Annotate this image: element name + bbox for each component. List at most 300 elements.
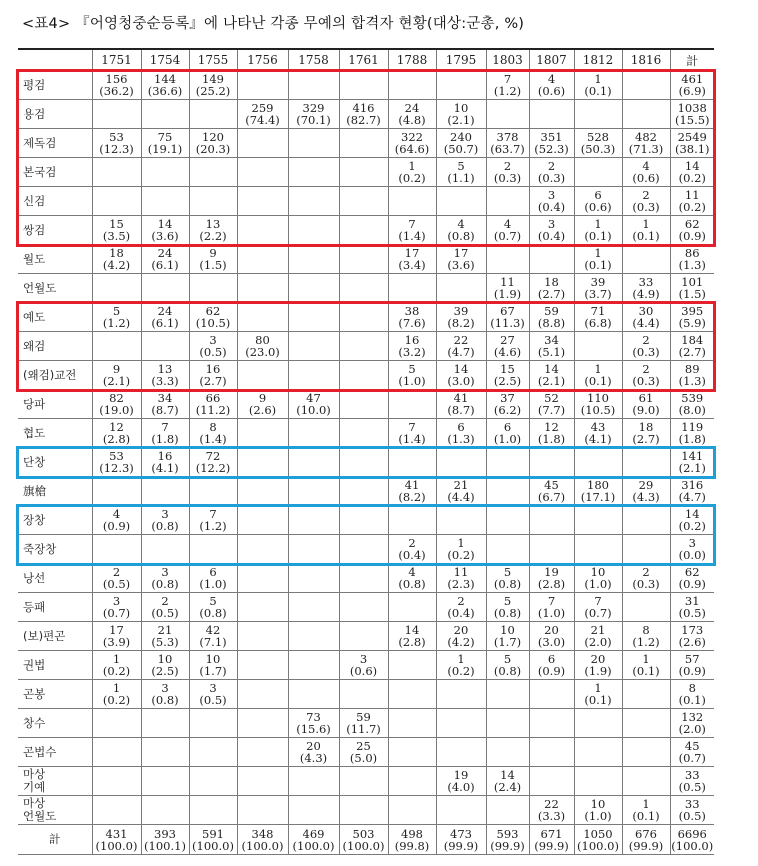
cell-percent: (0.2) (678, 171, 706, 185)
cell-count: 5 (408, 362, 416, 376)
table-cell (670, 129, 714, 158)
row-label: 언월도 (18, 274, 92, 303)
table-cell (141, 303, 189, 332)
cell-percent: (70.1) (296, 113, 331, 127)
table-cell (529, 448, 574, 477)
cell-count: 173 (681, 623, 704, 637)
table-cell (670, 390, 714, 419)
column-header: 1795 (436, 49, 486, 71)
cell-count: 3 (359, 652, 368, 666)
table-cell (622, 419, 670, 448)
cell-count: 72 (205, 449, 221, 463)
cell-percent: (36.6) (147, 84, 183, 98)
cell-percent: (2.1) (102, 374, 131, 388)
cell-percent: (2.3) (447, 577, 475, 591)
table-cell (339, 680, 388, 709)
table-cell (529, 187, 574, 216)
table-cell (436, 825, 486, 855)
cell-percent: (2.1) (537, 374, 566, 388)
cell-percent: (8.7) (447, 403, 475, 417)
data-table (18, 48, 714, 855)
table-cell (436, 564, 486, 593)
table-cell (92, 419, 141, 448)
cell-percent: (2.1) (447, 113, 475, 127)
table-cell (529, 361, 574, 390)
table-row (18, 71, 714, 100)
table-cell (574, 274, 622, 303)
table-cell (189, 390, 237, 419)
cell-percent: (100.0) (241, 838, 284, 853)
cell-percent: (6.1) (151, 258, 179, 272)
table-cell (574, 129, 622, 158)
cell-percent: (6.8) (584, 316, 612, 330)
table-cell (622, 158, 670, 187)
cell-percent: (1.0) (199, 577, 227, 591)
cell-percent: (7.6) (398, 316, 426, 330)
cell-count: 3 (161, 681, 169, 695)
table-cell (622, 361, 670, 390)
table-cell (436, 216, 486, 245)
table-cell (237, 361, 288, 390)
table-cell (92, 651, 141, 680)
table-cell (670, 622, 714, 651)
table-cell (622, 187, 670, 216)
cell-percent: (4.2) (102, 258, 131, 272)
table-row (18, 100, 714, 129)
cell-count: 2 (642, 565, 650, 579)
table-cell (670, 593, 714, 622)
table-cell (189, 477, 237, 506)
cell-percent: (8.2) (447, 316, 475, 330)
table-cell (486, 564, 529, 593)
cell-percent: (1.3) (447, 432, 475, 446)
table-cell (288, 448, 339, 477)
cell-count: 5 (457, 159, 465, 173)
cell-count: 7 (503, 72, 512, 86)
table-cell (339, 593, 388, 622)
table-cell (237, 477, 288, 506)
cell-percent: (0.8) (398, 577, 426, 591)
table-cell (529, 535, 574, 564)
table-cell (288, 506, 339, 535)
table-cell (237, 448, 288, 477)
table-cell (529, 767, 574, 796)
cell-percent: (5.1) (537, 345, 566, 359)
row-label: 용검 (18, 100, 92, 129)
cell-count: 395 (681, 304, 704, 318)
table-cell (622, 622, 670, 651)
table-cell (486, 796, 529, 825)
table-cell (141, 680, 189, 709)
table-cell (486, 419, 529, 448)
cell-percent: (0.7) (584, 606, 612, 620)
table-cell (141, 100, 189, 129)
table-cell (670, 564, 714, 593)
row-label: 마상 언월도 (18, 796, 92, 825)
table-cell (237, 129, 288, 158)
table-cell (436, 187, 486, 216)
cell-count: 141 (681, 449, 704, 463)
cell-percent: (8.7) (151, 403, 179, 417)
table-cell (388, 361, 436, 390)
cell-count: 1038 (677, 101, 707, 115)
cell-count: 4 (642, 159, 650, 173)
cell-count: 62 (205, 304, 221, 318)
table-cell (141, 738, 189, 767)
table-cell (529, 825, 574, 855)
table-cell (388, 274, 436, 303)
cell-count: 18 (109, 246, 124, 260)
cell-percent: (0.5) (678, 809, 706, 823)
cell-count: 8 (688, 681, 696, 695)
table-cell (237, 216, 288, 245)
cell-percent: (0.1) (632, 229, 660, 243)
table-cell (288, 680, 339, 709)
cell-percent: (0.3) (632, 200, 660, 214)
table-cell (486, 71, 529, 100)
table-cell (288, 158, 339, 187)
table-cell (388, 564, 436, 593)
cell-count: 14 (157, 217, 173, 231)
cell-count: 1 (642, 652, 650, 666)
cell-percent: (9.0) (632, 403, 660, 417)
table-cell (574, 361, 622, 390)
cell-count: 2 (112, 565, 121, 579)
table-cell (141, 593, 189, 622)
cell-percent: (0.6) (584, 200, 612, 214)
table-cell (622, 390, 670, 419)
cell-count: 66 (205, 391, 221, 405)
table-cell (237, 709, 288, 738)
table-cell (622, 332, 670, 361)
cell-percent: (6.2) (493, 403, 522, 417)
row-label: 예도 (18, 303, 92, 332)
cell-count: 11 (453, 565, 469, 579)
table-cell (574, 622, 622, 651)
cell-count: 5 (503, 652, 512, 666)
cell-count: 8 (642, 623, 650, 637)
table-title: <표4> 『어영청중순등록』에 나타난 각종 무예의 합격자 현황(대상:군총, %) (22, 16, 525, 32)
cell-percent: (0.5) (151, 606, 179, 620)
table-cell (339, 622, 388, 651)
cell-count: 6 (503, 420, 512, 434)
table-cell (339, 651, 388, 680)
table-cell (339, 506, 388, 535)
table-cell (574, 100, 622, 129)
cell-count: 24 (157, 246, 173, 260)
cell-percent: (0.3) (537, 171, 566, 185)
table-cell (670, 100, 714, 129)
table-row (18, 680, 714, 709)
table-cell (574, 709, 622, 738)
table-cell (622, 274, 670, 303)
table-cell (388, 245, 436, 274)
table-cell (574, 825, 622, 855)
table-cell (92, 71, 141, 100)
table-cell (141, 535, 189, 564)
cell-percent: (12.2) (195, 461, 231, 475)
table-cell (574, 448, 622, 477)
cell-percent: (1.9) (493, 287, 522, 301)
cell-percent: (1.5) (199, 258, 227, 272)
cell-percent: (0.8) (493, 577, 522, 591)
table-cell (189, 303, 237, 332)
cell-percent: (10.5) (195, 316, 231, 330)
cell-count: 57 (684, 652, 700, 666)
cell-percent: (4.0) (447, 780, 475, 794)
table-cell (436, 390, 486, 419)
table-cell (388, 303, 436, 332)
table-cell (622, 303, 670, 332)
table-cell (622, 796, 670, 825)
table-cell (141, 332, 189, 361)
table-cell (622, 680, 670, 709)
table-cell (388, 390, 436, 419)
cell-percent: (0.4) (537, 200, 566, 214)
table-cell (189, 332, 237, 361)
cell-percent: (100.0) (192, 838, 234, 853)
cell-count: 10 (157, 652, 173, 666)
cell-count: 14 (684, 159, 700, 173)
table-cell (288, 825, 339, 855)
table-cell (339, 535, 388, 564)
table-cell (92, 564, 141, 593)
table-cell (141, 419, 189, 448)
table-cell (529, 245, 574, 274)
table-cell (574, 477, 622, 506)
cell-count: 75 (157, 130, 173, 144)
cell-count: 6696 (677, 826, 707, 841)
column-header: 1803 (486, 49, 529, 71)
table-cell (436, 738, 486, 767)
column-header: 1761 (339, 49, 388, 71)
cell-count: 29 (638, 478, 654, 492)
cell-percent: (0.4) (537, 229, 566, 243)
cell-percent: (4.1) (584, 432, 612, 446)
table-cell (574, 71, 622, 100)
table-cell (237, 187, 288, 216)
cell-count: 503 (352, 826, 375, 841)
table-cell (288, 216, 339, 245)
table-cell (92, 332, 141, 361)
cell-percent: (1.8) (678, 432, 706, 446)
table-cell (436, 680, 486, 709)
cell-count: 3 (688, 536, 696, 550)
table-row (18, 332, 714, 361)
table-cell (529, 477, 574, 506)
table-cell (622, 738, 670, 767)
cell-count: 1 (112, 652, 121, 666)
cell-count: 18 (544, 275, 559, 289)
cell-percent: (2.7) (537, 287, 566, 301)
table-cell (92, 593, 141, 622)
table-cell (339, 129, 388, 158)
cell-count: 469 (302, 826, 325, 841)
table-cell (436, 332, 486, 361)
table-cell (486, 767, 529, 796)
table-cell (339, 332, 388, 361)
row-label: 협도 (18, 419, 92, 448)
cell-count: 482 (635, 130, 657, 144)
cell-percent: (0.2) (678, 519, 706, 533)
table-cell (486, 506, 529, 535)
cell-percent: (1.3) (678, 374, 706, 388)
table-cell (92, 129, 141, 158)
table-cell (574, 332, 622, 361)
cell-count: 1 (594, 246, 602, 260)
table-cell (92, 622, 141, 651)
cell-count: 27 (500, 333, 515, 347)
cell-count: 9 (112, 362, 121, 376)
cell-percent: (1.2) (199, 519, 227, 533)
table-row (18, 593, 714, 622)
table-cell (141, 245, 189, 274)
cell-percent: (100.1) (144, 838, 186, 853)
column-header: 1812 (574, 49, 622, 71)
table-row (18, 796, 714, 825)
table-row (18, 158, 714, 187)
table-cell (436, 100, 486, 129)
cell-count: 378 (496, 130, 519, 144)
table-body (18, 71, 714, 855)
cell-percent: (1.4) (199, 432, 227, 446)
table-cell (189, 71, 237, 100)
cell-percent: (7.1) (199, 635, 227, 649)
cell-percent: (0.3) (493, 171, 522, 185)
cell-percent: (99.9) (534, 838, 569, 853)
table-cell (436, 71, 486, 100)
row-label: 장창 (18, 506, 92, 535)
cell-count: 62 (684, 217, 700, 231)
cell-count: 45 (684, 739, 700, 753)
table-cell (339, 158, 388, 187)
cell-count: 539 (681, 391, 704, 405)
cell-count: 71 (590, 304, 606, 318)
table-cell (92, 738, 141, 767)
cell-percent: (36.2) (99, 84, 134, 98)
table-row (18, 361, 714, 390)
table-cell (529, 593, 574, 622)
table-cell (486, 680, 529, 709)
cell-percent: (1.8) (537, 432, 566, 446)
cell-count: 34 (544, 333, 559, 347)
cell-percent: (4.1) (151, 461, 179, 475)
table-cell (288, 361, 339, 390)
cell-percent: (1.7) (493, 635, 522, 649)
table-row (18, 506, 714, 535)
cell-count: 45 (544, 478, 559, 492)
row-label: 곤법수 (18, 738, 92, 767)
cell-percent: (0.9) (537, 664, 566, 678)
table-cell (486, 129, 529, 158)
table-cell (486, 593, 529, 622)
table-cell (92, 448, 141, 477)
table-cell (237, 767, 288, 796)
cell-count: 14 (404, 623, 420, 637)
cell-count: 1 (594, 72, 602, 86)
table-cell (288, 100, 339, 129)
table-cell (189, 680, 237, 709)
cell-count: 3 (547, 188, 556, 202)
table-cell (189, 274, 237, 303)
cell-count: 10 (590, 565, 606, 579)
table-cell (670, 651, 714, 680)
cell-count: 19 (544, 565, 559, 579)
cell-count: 24 (404, 101, 420, 115)
table-cell (237, 593, 288, 622)
cell-count: 7 (408, 420, 416, 434)
cell-count: 6 (594, 188, 602, 202)
cell-percent: (0.5) (199, 693, 227, 707)
table-row (18, 216, 714, 245)
cell-count: 61 (638, 391, 654, 405)
table-cell (237, 506, 288, 535)
cell-count: 2 (547, 159, 556, 173)
table-cell (288, 535, 339, 564)
table-cell (529, 680, 574, 709)
cell-count: 10 (205, 652, 221, 666)
table-cell (486, 332, 529, 361)
cell-percent: (1.4) (398, 229, 426, 243)
table-cell (529, 738, 574, 767)
row-label: 마상 기예 (18, 767, 92, 796)
table-row (18, 274, 714, 303)
cell-percent: (64.6) (394, 142, 430, 156)
table-cell (670, 448, 714, 477)
table-cell (622, 216, 670, 245)
table-cell (92, 477, 141, 506)
cell-percent: (11.2) (195, 403, 231, 417)
cell-percent: (1.0) (398, 374, 426, 388)
table-cell (92, 361, 141, 390)
cell-count: 22 (453, 333, 469, 347)
total-row (18, 825, 714, 855)
cell-count: 5 (209, 594, 217, 608)
table-cell (141, 709, 189, 738)
cell-count: 13 (205, 217, 221, 231)
cell-percent: (2.5) (493, 374, 522, 388)
table-cell (237, 390, 288, 419)
cell-count: 21 (590, 623, 606, 637)
cell-percent: (0.9) (678, 577, 706, 591)
table-cell (189, 361, 237, 390)
cell-count: 2 (642, 333, 650, 347)
table-cell (670, 187, 714, 216)
table-cell (189, 158, 237, 187)
table-cell (141, 651, 189, 680)
table-cell (388, 448, 436, 477)
table-cell (670, 506, 714, 535)
table-cell (388, 158, 436, 187)
cell-count: 2 (642, 188, 650, 202)
cell-percent: (1.7) (199, 664, 227, 678)
cell-percent: (12.3) (99, 461, 134, 475)
cell-count: 11 (684, 188, 700, 202)
table-cell (388, 709, 436, 738)
table-cell (288, 303, 339, 332)
cell-count: 1 (594, 681, 602, 695)
cell-percent: (74.4) (245, 113, 280, 127)
cell-percent: (2.0) (584, 635, 612, 649)
cell-percent: (15.6) (296, 722, 331, 736)
cell-percent: (3.6) (447, 258, 475, 272)
cell-count: 14 (684, 507, 700, 521)
table-cell (574, 796, 622, 825)
cell-count: 5 (112, 304, 121, 318)
cell-count: 322 (401, 130, 423, 144)
table-cell (92, 767, 141, 796)
table-cell (141, 216, 189, 245)
